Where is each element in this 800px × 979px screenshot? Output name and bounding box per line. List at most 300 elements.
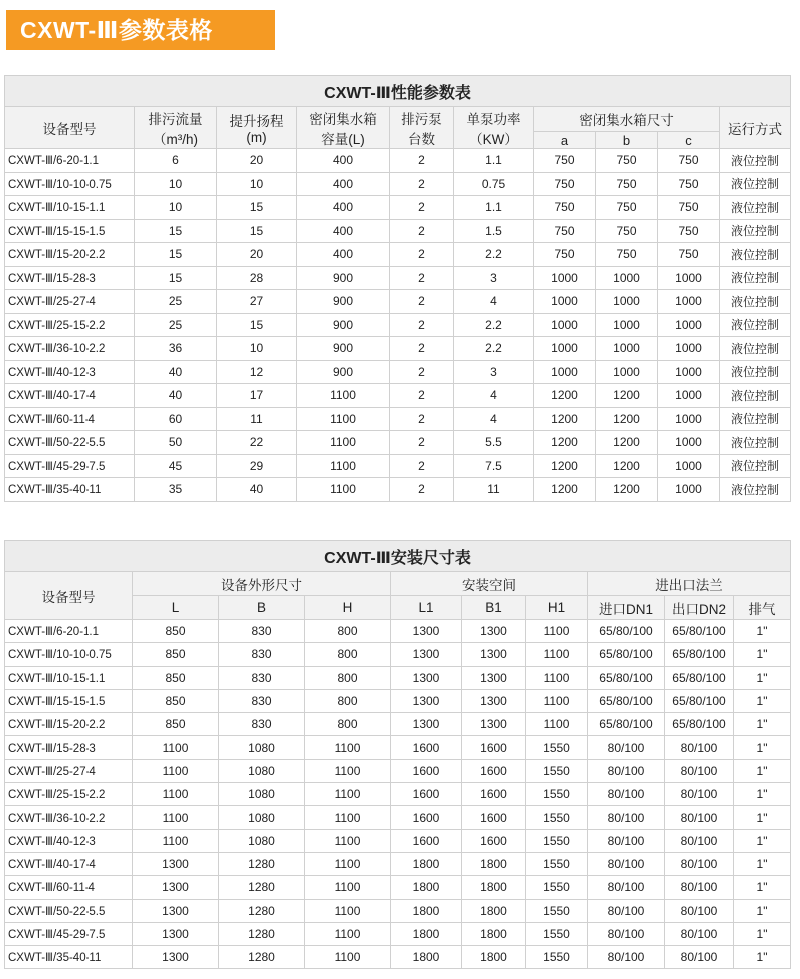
table-cell: 1800 <box>391 876 462 899</box>
table-cell: 液位控制 <box>720 290 791 314</box>
table-cell: 17 <box>217 384 297 408</box>
header-outline: 设备外形尺寸 <box>133 572 391 596</box>
header-flange: 进出口法兰 <box>588 572 791 596</box>
table-cell: 1300 <box>391 620 462 643</box>
table-row <box>5 876 791 899</box>
table-cell: 1600 <box>462 806 526 829</box>
table-cell: 1100 <box>305 922 391 945</box>
model-cell: CXWT-Ⅲ/10-10-0.75 <box>5 172 135 196</box>
header-H: H <box>305 596 391 620</box>
header-head-label: 提升扬程 <box>229 114 284 129</box>
header-vent: 排气 <box>734 596 791 620</box>
table-cell: 1000 <box>534 337 596 361</box>
installation-table-title: CXWT-Ⅲ安装尺寸表 <box>5 541 791 572</box>
table-cell: 1080 <box>219 829 305 852</box>
table-cell: 1000 <box>658 266 720 290</box>
table-cell: 830 <box>219 666 305 689</box>
table-cell: 液位控制 <box>720 478 791 502</box>
table-cell: 2 <box>390 196 454 220</box>
table-cell: 1100 <box>305 946 391 969</box>
table-cell: 1" <box>734 922 791 945</box>
model-cell: CXWT-Ⅲ/35-40-11 <box>5 478 135 502</box>
model-cell: CXWT-Ⅲ/36-10-2.2 <box>5 337 135 361</box>
model-cell: CXWT-Ⅲ/25-27-4 <box>5 290 135 314</box>
model-cell: CXWT-Ⅲ/10-15-1.1 <box>5 666 133 689</box>
table-cell: 28 <box>217 266 297 290</box>
table-cell: 800 <box>305 713 391 736</box>
table-cell: 2 <box>390 313 454 337</box>
table-cell: 22 <box>217 431 297 455</box>
header-power <box>454 107 534 149</box>
table-cell: 1200 <box>596 478 658 502</box>
table-cell: 2.2 <box>454 243 534 267</box>
table-cell: 750 <box>534 149 596 173</box>
table-cell: 1300 <box>462 643 526 666</box>
table-cell: 2 <box>390 290 454 314</box>
table-cell: 2 <box>390 407 454 431</box>
table-row <box>5 196 791 220</box>
table-cell: 液位控制 <box>720 454 791 478</box>
header-b: b <box>596 132 658 149</box>
table-row <box>5 290 791 314</box>
table-row <box>5 689 791 712</box>
model-cell: CXWT-Ⅲ/6-20-1.1 <box>5 620 133 643</box>
table-cell: 1100 <box>526 713 588 736</box>
table-cell: 15 <box>135 219 217 243</box>
table-cell: 1600 <box>462 783 526 806</box>
model-cell: CXWT-Ⅲ/36-10-2.2 <box>5 806 133 829</box>
model-cell: CXWT-Ⅲ/35-40-11 <box>5 946 133 969</box>
table-cell: 1100 <box>133 736 219 759</box>
header-pumps <box>390 107 454 149</box>
model-cell: CXWT-Ⅲ/6-20-1.1 <box>5 149 135 173</box>
table-row <box>5 759 791 782</box>
table-cell: 900 <box>297 290 390 314</box>
table-row <box>5 666 791 689</box>
table-row <box>5 478 791 502</box>
table-cell: 830 <box>219 689 305 712</box>
header-pumps-unit: 台数 <box>408 131 435 147</box>
table-row <box>5 219 791 243</box>
table-cell: 15 <box>217 219 297 243</box>
table-cell: 1100 <box>297 407 390 431</box>
table-cell: 750 <box>596 219 658 243</box>
table-cell: 15 <box>217 313 297 337</box>
table-cell: 65/80/100 <box>665 643 734 666</box>
table-cell: 液位控制 <box>720 196 791 220</box>
table-cell: 35 <box>135 478 217 502</box>
header-power-label: 单泵功率 <box>466 111 521 127</box>
table-cell: 1300 <box>391 689 462 712</box>
table-cell: 10 <box>135 196 217 220</box>
table-cell: 1550 <box>526 946 588 969</box>
table-cell: 1100 <box>305 899 391 922</box>
table-cell: 1600 <box>391 736 462 759</box>
table-cell: 1000 <box>596 290 658 314</box>
table-cell: 1800 <box>462 876 526 899</box>
table-row <box>5 806 791 829</box>
table-cell: 10 <box>135 172 217 196</box>
table-cell: 1600 <box>462 759 526 782</box>
table-cell: 液位控制 <box>720 337 791 361</box>
table-cell: 1800 <box>391 922 462 945</box>
model-cell: CXWT-Ⅲ/25-15-2.2 <box>5 783 133 806</box>
model-cell: CXWT-Ⅲ/25-15-2.2 <box>5 313 135 337</box>
table-cell: 1300 <box>391 713 462 736</box>
table-cell: 1100 <box>305 852 391 875</box>
table-row <box>5 620 791 643</box>
table-cell: 1300 <box>462 620 526 643</box>
table-cell: 4 <box>454 407 534 431</box>
header-L: L <box>133 596 219 620</box>
table-cell: 80/100 <box>588 736 665 759</box>
table-cell: 1100 <box>305 806 391 829</box>
table-cell: 1080 <box>219 806 305 829</box>
table-row <box>5 266 791 290</box>
table-cell: 1600 <box>391 759 462 782</box>
table-cell: 750 <box>596 172 658 196</box>
table-cell: 7.5 <box>454 454 534 478</box>
table-cell: 15 <box>135 243 217 267</box>
table-cell: 1100 <box>305 829 391 852</box>
performance-table-body <box>5 149 791 502</box>
table-cell: 80/100 <box>665 829 734 852</box>
table-cell: 1100 <box>133 829 219 852</box>
table-cell: 1" <box>734 899 791 922</box>
table-cell: 80/100 <box>665 759 734 782</box>
table-cell: 2 <box>390 337 454 361</box>
table-cell: 80/100 <box>588 899 665 922</box>
table-cell: 1" <box>734 643 791 666</box>
table-cell: 1" <box>734 783 791 806</box>
table-row <box>5 643 791 666</box>
table-cell: 1600 <box>391 783 462 806</box>
table-cell: 1100 <box>133 806 219 829</box>
header-head <box>217 107 297 149</box>
table-cell: 900 <box>297 337 390 361</box>
table-cell: 1550 <box>526 829 588 852</box>
table-cell: 1000 <box>658 431 720 455</box>
table-cell: 65/80/100 <box>588 620 665 643</box>
table-cell: 1300 <box>133 852 219 875</box>
table-cell: 1800 <box>391 852 462 875</box>
table-cell: 1800 <box>462 852 526 875</box>
table-cell: 1100 <box>305 759 391 782</box>
model-cell: CXWT-Ⅲ/15-28-3 <box>5 266 135 290</box>
table-cell: 1" <box>734 713 791 736</box>
table-row <box>5 899 791 922</box>
table-cell: 80/100 <box>665 899 734 922</box>
header-tank-unit: 容量(L) <box>321 131 365 147</box>
table-cell: 1200 <box>534 454 596 478</box>
table-cell: 1" <box>734 829 791 852</box>
table-row <box>5 922 791 945</box>
table-cell: 1200 <box>596 384 658 408</box>
model-cell: CXWT-Ⅲ/40-17-4 <box>5 852 133 875</box>
table-cell: 1000 <box>658 337 720 361</box>
table-cell: 2.2 <box>454 313 534 337</box>
model-cell: CXWT-Ⅲ/25-27-4 <box>5 759 133 782</box>
table-cell: 2 <box>390 243 454 267</box>
table-cell: 2 <box>390 384 454 408</box>
table-cell: 3 <box>454 266 534 290</box>
table-cell: 1280 <box>219 899 305 922</box>
table-cell: 80/100 <box>588 852 665 875</box>
table-cell: 12 <box>217 360 297 384</box>
table-cell: 80/100 <box>588 922 665 945</box>
table-cell: 20 <box>217 243 297 267</box>
header-tank-size: 密闭集水箱尺寸 <box>534 107 720 132</box>
table-cell: 液位控制 <box>720 219 791 243</box>
table-cell: 15 <box>135 266 217 290</box>
model-cell: CXWT-Ⅲ/50-22-5.5 <box>5 431 135 455</box>
table-cell: 1600 <box>391 829 462 852</box>
table-cell: 65/80/100 <box>588 666 665 689</box>
installation-table-body <box>5 620 791 969</box>
table-cell: 1100 <box>305 783 391 806</box>
table-row <box>5 360 791 384</box>
table-cell: 27 <box>217 290 297 314</box>
table-cell: 80/100 <box>588 783 665 806</box>
table-cell: 400 <box>297 243 390 267</box>
header-flow-unit: （m³/h) <box>153 131 198 147</box>
table-cell: 800 <box>305 689 391 712</box>
table-row <box>5 172 791 196</box>
table-cell: 1" <box>734 689 791 712</box>
table-cell: 1000 <box>658 290 720 314</box>
performance-table <box>4 75 791 502</box>
table-cell: 1000 <box>658 454 720 478</box>
table-cell: 1" <box>734 946 791 969</box>
table-cell: 2 <box>390 360 454 384</box>
table-row <box>5 852 791 875</box>
table-cell: 液位控制 <box>720 360 791 384</box>
table-cell: 11 <box>454 478 534 502</box>
table-cell: 1100 <box>297 454 390 478</box>
table-cell: 36 <box>135 337 217 361</box>
model-cell: CXWT-Ⅲ/45-29-7.5 <box>5 454 135 478</box>
model-cell: CXWT-Ⅲ/50-22-5.5 <box>5 899 133 922</box>
table-cell: 1100 <box>526 620 588 643</box>
table-cell: 1100 <box>526 643 588 666</box>
model-cell: CXWT-Ⅲ/15-15-1.5 <box>5 219 135 243</box>
table-cell: 1100 <box>297 431 390 455</box>
table-row <box>5 431 791 455</box>
table-cell: 液位控制 <box>720 266 791 290</box>
banner-title: CXWT-Ⅲ参数表格 <box>20 17 213 43</box>
table-cell: 65/80/100 <box>665 713 734 736</box>
table-cell: 5.5 <box>454 431 534 455</box>
table-cell: 1" <box>734 736 791 759</box>
table-cell: 830 <box>219 620 305 643</box>
table-cell: 1100 <box>305 876 391 899</box>
table-cell: 1000 <box>596 337 658 361</box>
table-cell: 800 <box>305 666 391 689</box>
table-cell: 1300 <box>133 922 219 945</box>
model-cell: CXWT-Ⅲ/10-10-0.75 <box>5 643 133 666</box>
table-cell: 80/100 <box>588 806 665 829</box>
table-cell: 1600 <box>391 806 462 829</box>
table-cell: 80/100 <box>665 736 734 759</box>
table-cell: 4 <box>454 290 534 314</box>
table-cell: 1000 <box>658 407 720 431</box>
table-cell: 11 <box>217 407 297 431</box>
table-cell: 1000 <box>658 478 720 502</box>
table-cell: 900 <box>297 360 390 384</box>
table-cell: 1" <box>734 806 791 829</box>
table-cell: 1300 <box>133 899 219 922</box>
model-cell: CXWT-Ⅲ/40-17-4 <box>5 384 135 408</box>
table-cell: 1300 <box>133 876 219 899</box>
table-cell: 830 <box>219 643 305 666</box>
table-cell: 1" <box>734 876 791 899</box>
table-cell: 1100 <box>133 783 219 806</box>
table-cell: 400 <box>297 172 390 196</box>
table-cell: 900 <box>297 313 390 337</box>
table-cell: 2 <box>390 454 454 478</box>
table-row <box>5 407 791 431</box>
table-cell: 4 <box>454 384 534 408</box>
table-cell: 400 <box>297 149 390 173</box>
table-cell: 10 <box>217 337 297 361</box>
page-banner <box>6 10 275 50</box>
model-cell: CXWT-Ⅲ/15-20-2.2 <box>5 243 135 267</box>
table-cell: 750 <box>534 196 596 220</box>
model-cell: CXWT-Ⅲ/10-15-1.1 <box>5 196 135 220</box>
table-cell: 1550 <box>526 852 588 875</box>
table-cell: 1100 <box>133 759 219 782</box>
table-cell: 25 <box>135 290 217 314</box>
table-cell: 1100 <box>526 666 588 689</box>
table-cell: 80/100 <box>588 946 665 969</box>
table-cell: 1550 <box>526 899 588 922</box>
table-cell: 850 <box>133 643 219 666</box>
table-cell: 1200 <box>534 384 596 408</box>
table-cell: 40 <box>135 360 217 384</box>
table-cell: 1280 <box>219 922 305 945</box>
table-cell: 1" <box>734 666 791 689</box>
table-cell: 80/100 <box>588 759 665 782</box>
table-cell: 1080 <box>219 736 305 759</box>
table-cell: 2 <box>390 266 454 290</box>
table-cell: 液位控制 <box>720 384 791 408</box>
table-cell: 750 <box>658 172 720 196</box>
table-cell: 2.2 <box>454 337 534 361</box>
header-B1: B1 <box>462 596 526 620</box>
table-cell: 1000 <box>596 313 658 337</box>
table-cell: 1550 <box>526 806 588 829</box>
table-cell: 1550 <box>526 759 588 782</box>
table-cell: 1000 <box>534 266 596 290</box>
table-cell: 400 <box>297 219 390 243</box>
table-cell: 40 <box>217 478 297 502</box>
table-cell: 1" <box>734 620 791 643</box>
table-cell: 80/100 <box>665 852 734 875</box>
header-head-unit: (m) <box>246 130 267 145</box>
table-cell: 1.1 <box>454 149 534 173</box>
table-cell: 1300 <box>462 689 526 712</box>
table-cell: 10 <box>217 172 297 196</box>
table-cell: 900 <box>297 266 390 290</box>
table-cell: 1200 <box>534 478 596 502</box>
table-row <box>5 313 791 337</box>
table-cell: 1550 <box>526 922 588 945</box>
table-cell: 750 <box>596 196 658 220</box>
table-cell: 液位控制 <box>720 243 791 267</box>
table-cell: 液位控制 <box>720 407 791 431</box>
table-cell: 80/100 <box>665 946 734 969</box>
table-cell: 1" <box>734 759 791 782</box>
performance-table-title: CXWT-Ⅲ性能参数表 <box>5 76 791 107</box>
table-cell: 1800 <box>462 946 526 969</box>
header-mode: 运行方式 <box>720 107 791 149</box>
model-cell: CXWT-Ⅲ/15-20-2.2 <box>5 713 133 736</box>
table-cell: 1550 <box>526 783 588 806</box>
table-cell: 80/100 <box>588 876 665 899</box>
table-cell: 1200 <box>534 407 596 431</box>
header-pumps-label: 排污泵 <box>401 111 442 127</box>
table-cell: 1000 <box>658 384 720 408</box>
table-cell: 1280 <box>219 876 305 899</box>
table-cell: 750 <box>534 219 596 243</box>
header-outlet: 出口DN2 <box>665 596 734 620</box>
table-cell: 65/80/100 <box>588 643 665 666</box>
table-cell: 850 <box>133 620 219 643</box>
table-cell: 1600 <box>462 829 526 852</box>
table-row <box>5 337 791 361</box>
table-cell: 25 <box>135 313 217 337</box>
table-cell: 850 <box>133 689 219 712</box>
table-cell: 1300 <box>133 946 219 969</box>
header-model: 设备型号 <box>5 572 133 620</box>
header-model: 设备型号 <box>5 107 135 149</box>
table-cell: 750 <box>658 219 720 243</box>
table-cell: 1280 <box>219 946 305 969</box>
table-cell: 1300 <box>462 713 526 736</box>
model-cell: CXWT-Ⅲ/60-11-4 <box>5 407 135 431</box>
table-cell: 2 <box>390 219 454 243</box>
table-cell: 1300 <box>462 666 526 689</box>
table-cell: 1000 <box>534 290 596 314</box>
table-cell: 850 <box>133 666 219 689</box>
model-cell: CXWT-Ⅲ/15-15-1.5 <box>5 689 133 712</box>
table-cell: 1000 <box>658 313 720 337</box>
table-cell: 1.1 <box>454 196 534 220</box>
table-cell: 1100 <box>305 736 391 759</box>
table-cell: 830 <box>219 713 305 736</box>
table-cell: 65/80/100 <box>665 666 734 689</box>
table-cell: 850 <box>133 713 219 736</box>
table-cell: 1800 <box>462 922 526 945</box>
table-cell: 750 <box>658 149 720 173</box>
table-cell: 750 <box>596 243 658 267</box>
table-cell: 1000 <box>658 360 720 384</box>
table-cell: 80/100 <box>665 922 734 945</box>
model-cell: CXWT-Ⅲ/40-12-3 <box>5 829 133 852</box>
table-cell: 3 <box>454 360 534 384</box>
table-cell: 1000 <box>534 313 596 337</box>
table-cell: 50 <box>135 431 217 455</box>
model-cell: CXWT-Ⅲ/40-12-3 <box>5 360 135 384</box>
table-cell: 1000 <box>534 360 596 384</box>
header-a: a <box>534 132 596 149</box>
table-cell: 750 <box>658 196 720 220</box>
table-cell: 1100 <box>526 689 588 712</box>
table-cell: 15 <box>217 196 297 220</box>
header-tank-label: 密闭集水箱 <box>309 111 377 127</box>
table-row <box>5 384 791 408</box>
table-row <box>5 736 791 759</box>
